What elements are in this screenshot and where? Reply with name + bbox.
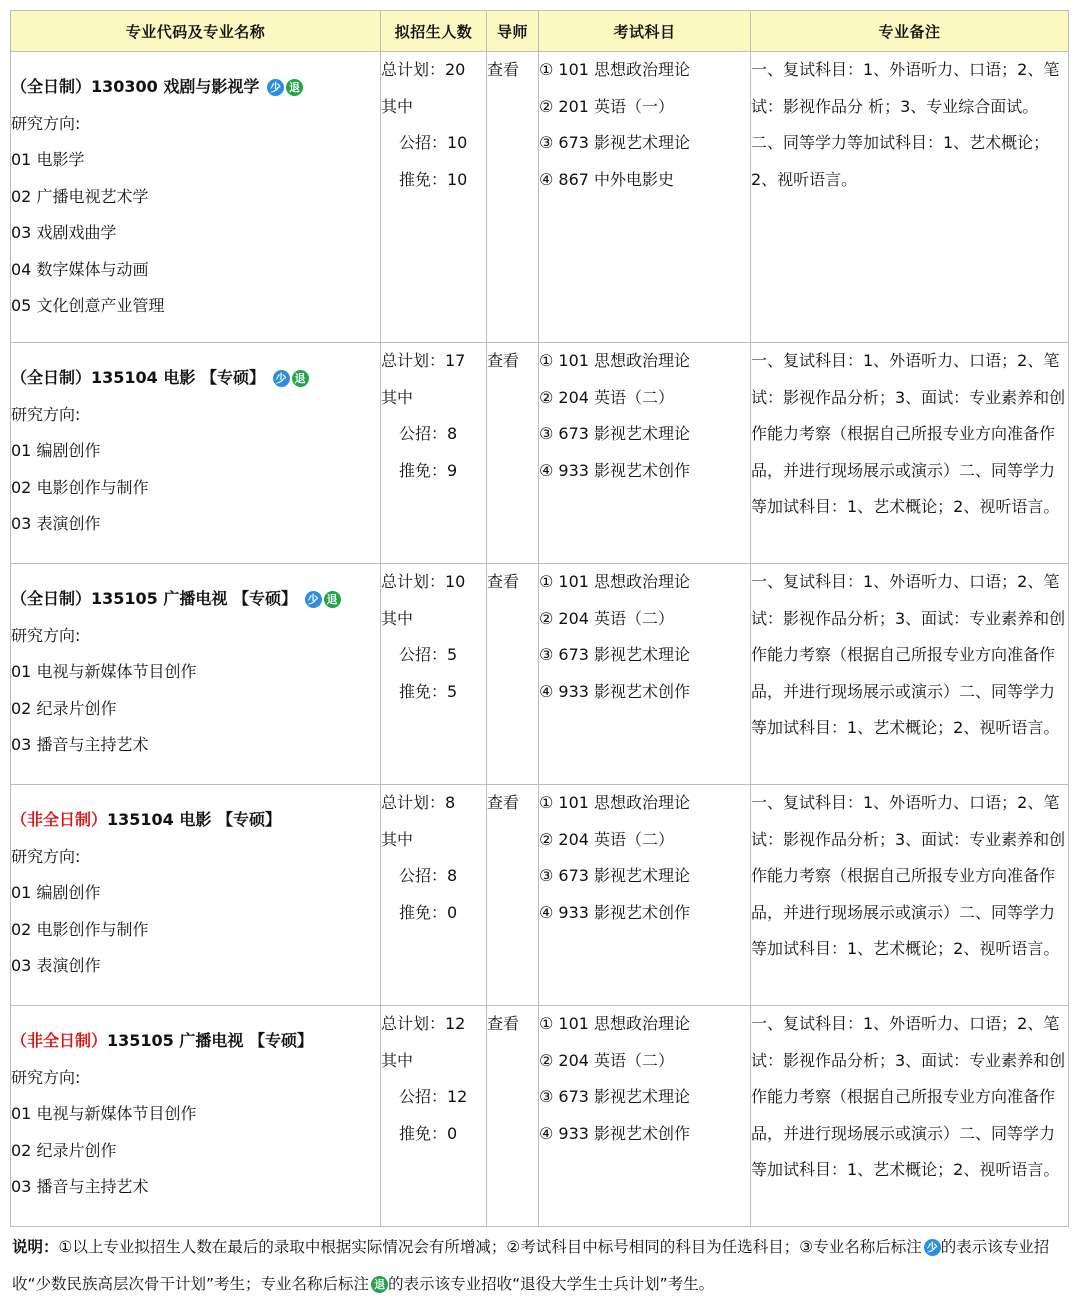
plan-exempt: 推免：0 — [399, 902, 458, 922]
header-exam-subjects: 考试科目 — [539, 11, 751, 52]
direction-item: 04 数字媒体与动画 — [11, 259, 149, 279]
direction-item: 02 纪录片创作 — [11, 698, 117, 718]
minority-plan-badge-icon: 少 — [267, 79, 284, 96]
remark-cell — [751, 52, 1069, 343]
major-code-name: 135104 电影 【专硕】 — [107, 810, 281, 829]
exam-cell — [539, 785, 751, 1006]
advisor-cell — [487, 343, 539, 564]
plan-total: 总计划：10 — [381, 572, 466, 591]
plan-total: 总计划：20 — [381, 60, 466, 79]
major-title — [11, 1023, 380, 1060]
major-cell — [11, 52, 381, 343]
exam-subject: ④ 933 影视艺术创作 — [539, 902, 691, 922]
exam-cell — [539, 343, 751, 564]
footnote-text-1: ①以上专业拟招生人数在最后的录取中根据实际情况会有所增减；②考试科目中标号相同的科目为任选科目；③专业名称后标注 — [58, 1238, 922, 1256]
plan-exempt: 推免：9 — [399, 460, 458, 480]
plan-among: 其中 — [381, 608, 414, 628]
exam-subject: ② 204 英语（二） — [539, 608, 675, 628]
enrollment-cell — [381, 52, 487, 343]
remark-text: 一、复试科目：1、外语听力、口语；2、笔试：影视作品分析；3、面试：专业素养和创作能力考察（根据自己所报专业方向准备作品，并进行现场展示或演示）二、同等学力等加试科目：1、艺术概论；2、视听语言。 — [751, 1014, 1066, 1179]
exam-subject: ④ 933 影视艺术创作 — [539, 681, 691, 701]
exam-subject: ③ 673 影视艺术理论 — [539, 866, 691, 885]
direction-item: 03 戏剧戏曲学 — [11, 223, 117, 242]
exam-subject: ① 101 思想政治理论 — [539, 1014, 691, 1033]
major-title — [11, 69, 380, 106]
plan-public: 公招：12 — [399, 1087, 468, 1106]
exam-subject: ① 101 思想政治理论 — [539, 60, 691, 79]
table-row — [11, 343, 1069, 564]
plan-exempt: 推免：5 — [399, 681, 458, 701]
direction-item: 03 表演创作 — [11, 514, 101, 533]
direction-item: 05 文化创意产业管理 — [11, 296, 165, 315]
directions-label: 研究方向: — [11, 1067, 81, 1087]
exam-subject: ① 101 思想政治理论 — [539, 572, 691, 591]
remark-cell — [751, 343, 1069, 564]
direction-item: 02 广播电视艺术学 — [11, 186, 149, 206]
major-cell — [11, 785, 381, 1006]
plan-public: 公招：8 — [399, 866, 458, 885]
major-code-name: 135104 电影 【专硕】 — [91, 368, 265, 387]
plan-total: 总计划：17 — [381, 351, 466, 370]
study-mode: （全日制） — [11, 589, 92, 608]
exam-cell — [539, 52, 751, 343]
admissions-table — [10, 10, 1069, 1227]
major-code-name: 135105 广播电视 【专硕】 — [91, 589, 297, 608]
header-remarks: 专业备注 — [751, 11, 1069, 52]
remark-text: 一、复试科目：1、外语听力、口语；2、笔试：影视作品分析；3、面试：专业素养和创作能力考察（根据自己所报专业方向准备作品，并进行现场展示或演示）二、同等学力等加试科目：1、艺术概论；2、视听语言。 — [751, 793, 1066, 958]
footnote-text-2: 的表示该专业招收“少数民族高层次骨干计划”考生；专业名称后标注 — [12, 1238, 1050, 1293]
direction-item: 01 编剧创作 — [11, 441, 101, 460]
major-cell — [11, 343, 381, 564]
exam-subject: ④ 933 影视艺术创作 — [539, 1123, 691, 1143]
direction-item: 01 电影学 — [11, 150, 85, 169]
major-title — [11, 360, 380, 397]
enrollment-cell — [381, 564, 487, 785]
major-code-name: 130300 戏剧与影视学 — [91, 77, 260, 96]
study-mode: （全日制） — [11, 368, 92, 387]
exam-subject: ② 204 英语（二） — [539, 1050, 675, 1070]
direction-item: 03 播音与主持艺术 — [11, 1177, 149, 1196]
advisor-cell — [487, 564, 539, 785]
plan-among: 其中 — [381, 96, 414, 116]
major-cell — [11, 564, 381, 785]
exam-subject: ② 204 英语（二） — [539, 829, 675, 849]
footnote-label: 说明： — [12, 1238, 59, 1256]
footnote — [12, 1229, 1068, 1302]
exam-cell — [539, 1006, 751, 1227]
exam-cell — [539, 564, 751, 785]
advisor-view-link[interactable]: 查看 — [487, 572, 520, 591]
remark-cell — [751, 785, 1069, 1006]
table-row — [11, 785, 1069, 1006]
direction-item: 03 表演创作 — [11, 956, 101, 975]
remark-text: 一、复试科目：1、外语听力、口语；2、笔试：影视作品分析；3、面试：专业素养和创作能力考察（根据自己所报专业方向准备作品，并进行现场展示或演示）二、同等学力等加试科目：1、艺术概论；2、视听语言。 — [751, 572, 1066, 737]
exam-subject: ③ 673 影视艺术理论 — [539, 424, 691, 443]
plan-among: 其中 — [381, 387, 414, 407]
enrollment-cell — [381, 1006, 487, 1227]
remark-text: 一、复试科目：1、外语听力、口语；2、笔试：影视作品分析；3、面试：专业素养和创作能力考察（根据自己所报专业方向准备作品，并进行现场展示或演示）二、同等学力等加试科目：1、艺术概论；2、视听语言。 — [751, 351, 1066, 516]
header-major: 专业代码及专业名称 — [11, 11, 381, 52]
exam-subject: ① 101 思想政治理论 — [539, 351, 691, 370]
table-row — [11, 52, 1069, 343]
veteran-plan-badge-icon: 退 — [292, 370, 309, 387]
plan-public: 公招：10 — [399, 133, 468, 152]
veteran-plan-badge-icon: 退 — [286, 79, 303, 96]
directions-label: 研究方向: — [11, 625, 81, 645]
advisor-view-link[interactable]: 查看 — [487, 60, 520, 79]
exam-subject: ② 201 英语（一） — [539, 96, 675, 116]
major-title — [11, 581, 380, 618]
plan-among: 其中 — [381, 1050, 414, 1070]
exam-subject: ③ 673 影视艺术理论 — [539, 645, 691, 664]
plan-exempt: 推免：10 — [399, 169, 468, 189]
enrollment-cell — [381, 343, 487, 564]
direction-item: 01 电视与新媒体节目创作 — [11, 1104, 197, 1123]
direction-item: 03 播音与主持艺术 — [11, 735, 149, 754]
footnote-text-3: 的表示该专业招收“退役大学生士兵计划”考生。 — [388, 1274, 715, 1293]
remark-text: 一、复试科目：1、外语听力、口语；2、笔试：影视作品分 析；3、专业综合面试。 二、同等学力等加试科目：1、艺术概论；2、视听语言。 — [751, 60, 1060, 189]
minority-plan-badge-icon: 少 — [305, 591, 322, 608]
plan-public: 公招：8 — [399, 424, 458, 443]
exam-subject: ④ 933 影视艺术创作 — [539, 460, 691, 480]
advisor-cell — [487, 785, 539, 1006]
remark-cell — [751, 1006, 1069, 1227]
table-row — [11, 1006, 1069, 1227]
remark-cell — [751, 564, 1069, 785]
exam-subject: ① 101 思想政治理论 — [539, 793, 691, 812]
enrollment-cell — [381, 785, 487, 1006]
exam-subject: ④ 867 中外电影史 — [539, 169, 675, 189]
veteran-plan-badge-icon: 退 — [371, 1276, 388, 1293]
study-mode: （非全日制） — [11, 810, 108, 829]
directions-label: 研究方向: — [11, 846, 81, 866]
veteran-plan-badge-icon: 退 — [324, 591, 341, 608]
direction-item: 01 电视与新媒体节目创作 — [11, 662, 197, 681]
major-title — [11, 802, 380, 839]
exam-subject: ② 204 英语（二） — [539, 387, 675, 407]
minority-plan-badge-icon: 少 — [273, 370, 290, 387]
study-mode: （全日制） — [11, 77, 92, 96]
plan-total: 总计划：8 — [381, 793, 456, 812]
major-code-name: 135105 广播电视 【专硕】 — [107, 1031, 313, 1050]
header-enrollment: 拟招生人数 — [381, 11, 487, 52]
direction-item: 02 纪录片创作 — [11, 1140, 117, 1160]
direction-item: 01 编剧创作 — [11, 883, 101, 902]
major-cell — [11, 1006, 381, 1227]
table-header-row — [11, 11, 1069, 52]
advisor-cell — [487, 1006, 539, 1227]
exam-subject: ③ 673 影视艺术理论 — [539, 1087, 691, 1106]
plan-exempt: 推免：0 — [399, 1123, 458, 1143]
exam-subject: ③ 673 影视艺术理论 — [539, 133, 691, 152]
plan-public: 公招：5 — [399, 645, 458, 664]
advisor-view-link[interactable]: 查看 — [487, 1014, 520, 1033]
advisor-view-link[interactable]: 查看 — [487, 351, 520, 370]
table-row — [11, 564, 1069, 785]
direction-item: 02 电影创作与制作 — [11, 919, 149, 939]
minority-plan-badge-icon: 少 — [924, 1239, 941, 1256]
directions-label: 研究方向: — [11, 113, 81, 133]
plan-total: 总计划：12 — [381, 1014, 466, 1033]
advisor-view-link[interactable]: 查看 — [487, 793, 520, 812]
direction-item: 02 电影创作与制作 — [11, 477, 149, 497]
directions-label: 研究方向: — [11, 404, 81, 424]
header-advisor: 导师 — [487, 11, 539, 52]
plan-among: 其中 — [381, 829, 414, 849]
study-mode: （非全日制） — [11, 1031, 108, 1050]
advisor-cell — [487, 52, 539, 343]
